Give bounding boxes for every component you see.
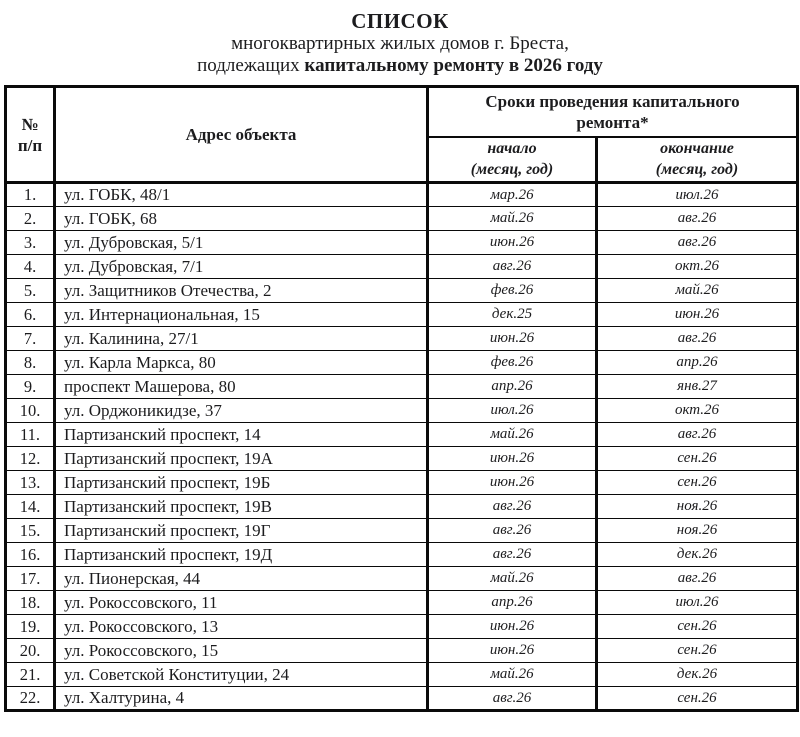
title-line-2: многоквартирных жилых домов г. Бреста, — [231, 33, 569, 55]
row-start-date: май.26 — [428, 207, 597, 231]
row-start-date: апр.26 — [428, 591, 597, 615]
document-title — [0, 0, 800, 77]
row-start-date: авг.26 — [428, 543, 597, 567]
row-number: 9. — [6, 375, 55, 399]
table-body — [6, 183, 798, 711]
row-start-date: мар.26 — [428, 183, 597, 207]
row-number: 4. — [6, 255, 55, 279]
row-start-date: июн.26 — [428, 639, 597, 663]
row-number: 17. — [6, 567, 55, 591]
row-start-date: июл.26 — [428, 399, 597, 423]
row-address: Партизанский проспект, 14 — [55, 423, 428, 447]
row-number: 18. — [6, 591, 55, 615]
column-header-terms: Сроки проведения капитального ремонта* — [428, 87, 798, 137]
row-end-date: янв.27 — [597, 375, 798, 399]
row-number: 14. — [6, 495, 55, 519]
row-end-date: авг.26 — [597, 231, 798, 255]
row-number: 13. — [6, 471, 55, 495]
row-start-date: июн.26 — [428, 615, 597, 639]
row-address: ул. Рокоссовского, 11 — [55, 591, 428, 615]
row-address: ул. Защитников Отечества, 2 — [55, 279, 428, 303]
row-end-date: июл.26 — [597, 591, 798, 615]
table-row — [6, 423, 798, 447]
table-row — [6, 303, 798, 327]
table-row — [6, 399, 798, 423]
row-address: ул. Халтурина, 4 — [55, 687, 428, 711]
row-end-date: окт.26 — [597, 399, 798, 423]
table-row — [6, 663, 798, 687]
row-number: 1. — [6, 183, 55, 207]
row-end-date: сен.26 — [597, 639, 798, 663]
row-end-date: сен.26 — [597, 471, 798, 495]
row-address: ул. Орджоникидзе, 37 — [55, 399, 428, 423]
row-end-date: апр.26 — [597, 351, 798, 375]
title-line-3 — [0, 55, 800, 77]
table-row — [6, 375, 798, 399]
row-end-date: ноя.26 — [597, 519, 798, 543]
row-end-date: сен.26 — [597, 447, 798, 471]
row-start-date: авг.26 — [428, 687, 597, 711]
row-address: ул. Калинина, 27/1 — [55, 327, 428, 351]
row-address: ул. Дубровская, 7/1 — [55, 255, 428, 279]
row-number: 12. — [6, 447, 55, 471]
table-row — [6, 495, 798, 519]
row-number: 7. — [6, 327, 55, 351]
table-row — [6, 183, 798, 207]
table-row — [6, 231, 798, 255]
row-address: ул. Карла Маркса, 80 — [55, 351, 428, 375]
title-line-3-regular: подлежащих — [197, 55, 305, 77]
row-start-date: май.26 — [428, 423, 597, 447]
row-start-date: июн.26 — [428, 231, 597, 255]
row-address: Партизанский проспект, 19Д — [55, 543, 428, 567]
table-row — [6, 207, 798, 231]
row-start-date: май.26 — [428, 663, 597, 687]
row-address: ул. Рокоссовского, 15 — [55, 639, 428, 663]
table-row — [6, 687, 798, 711]
row-end-date: окт.26 — [597, 255, 798, 279]
row-number: 11. — [6, 423, 55, 447]
column-header-address: Адрес объекта — [55, 87, 428, 183]
table-header — [6, 87, 798, 183]
table-row — [6, 639, 798, 663]
row-start-date: май.26 — [428, 567, 597, 591]
table-row — [6, 615, 798, 639]
row-address: ул. ГОБК, 48/1 — [55, 183, 428, 207]
row-end-date: ноя.26 — [597, 495, 798, 519]
row-start-date: дек.25 — [428, 303, 597, 327]
table-row — [6, 567, 798, 591]
row-number: 16. — [6, 543, 55, 567]
row-start-date: авг.26 — [428, 519, 597, 543]
column-header-start: начало (месяц, год) — [428, 137, 597, 183]
row-number: 15. — [6, 519, 55, 543]
row-number: 2. — [6, 207, 55, 231]
row-address: проспект Машерова, 80 — [55, 375, 428, 399]
row-number: 5. — [6, 279, 55, 303]
row-number: 3. — [6, 231, 55, 255]
row-start-date: апр.26 — [428, 375, 597, 399]
row-address: Партизанский проспект, 19Б — [55, 471, 428, 495]
row-number: 8. — [6, 351, 55, 375]
repair-schedule-table — [4, 85, 799, 712]
row-start-date: июн.26 — [428, 447, 597, 471]
row-address: ул. Рокоссовского, 13 — [55, 615, 428, 639]
table-row — [6, 519, 798, 543]
row-number: 22. — [6, 687, 55, 711]
row-end-date: сен.26 — [597, 615, 798, 639]
row-end-date: авг.26 — [597, 207, 798, 231]
table-row — [6, 543, 798, 567]
row-end-date: авг.26 — [597, 423, 798, 447]
row-end-date: июн.26 — [597, 303, 798, 327]
row-address: ул. Интернациональная, 15 — [55, 303, 428, 327]
row-end-date: дек.26 — [597, 543, 798, 567]
title-line-3-bold: капитальному ремонту в 2026 году — [304, 55, 603, 77]
title-line-1: СПИСОК — [351, 9, 449, 33]
table-row — [6, 591, 798, 615]
row-address: Партизанский проспект, 19Г — [55, 519, 428, 543]
row-address: ул. Советской Конституции, 24 — [55, 663, 428, 687]
row-number: 6. — [6, 303, 55, 327]
row-start-date: авг.26 — [428, 255, 597, 279]
row-end-date: авг.26 — [597, 327, 798, 351]
column-header-number: № п/п — [6, 87, 55, 183]
row-start-date: июн.26 — [428, 471, 597, 495]
row-number: 19. — [6, 615, 55, 639]
row-address: ул. Дубровская, 5/1 — [55, 231, 428, 255]
table-row — [6, 351, 798, 375]
row-number: 20. — [6, 639, 55, 663]
table-row — [6, 255, 798, 279]
column-header-end: окончание (месяц, год) — [597, 137, 798, 183]
row-address: ул. Пионерская, 44 — [55, 567, 428, 591]
row-start-date: фев.26 — [428, 279, 597, 303]
row-number: 21. — [6, 663, 55, 687]
row-end-date: май.26 — [597, 279, 798, 303]
table-row — [6, 471, 798, 495]
row-start-date: июн.26 — [428, 327, 597, 351]
table-row — [6, 327, 798, 351]
header-row-main — [6, 87, 798, 137]
row-number: 10. — [6, 399, 55, 423]
row-start-date: фев.26 — [428, 351, 597, 375]
row-end-date: авг.26 — [597, 567, 798, 591]
table-row — [6, 279, 798, 303]
row-address: ул. ГОБК, 68 — [55, 207, 428, 231]
row-address: Партизанский проспект, 19В — [55, 495, 428, 519]
row-end-date: июл.26 — [597, 183, 798, 207]
row-address: Партизанский проспект, 19А — [55, 447, 428, 471]
row-end-date: дек.26 — [597, 663, 798, 687]
row-start-date: авг.26 — [428, 495, 597, 519]
table-row — [6, 447, 798, 471]
row-end-date: сен.26 — [597, 687, 798, 711]
